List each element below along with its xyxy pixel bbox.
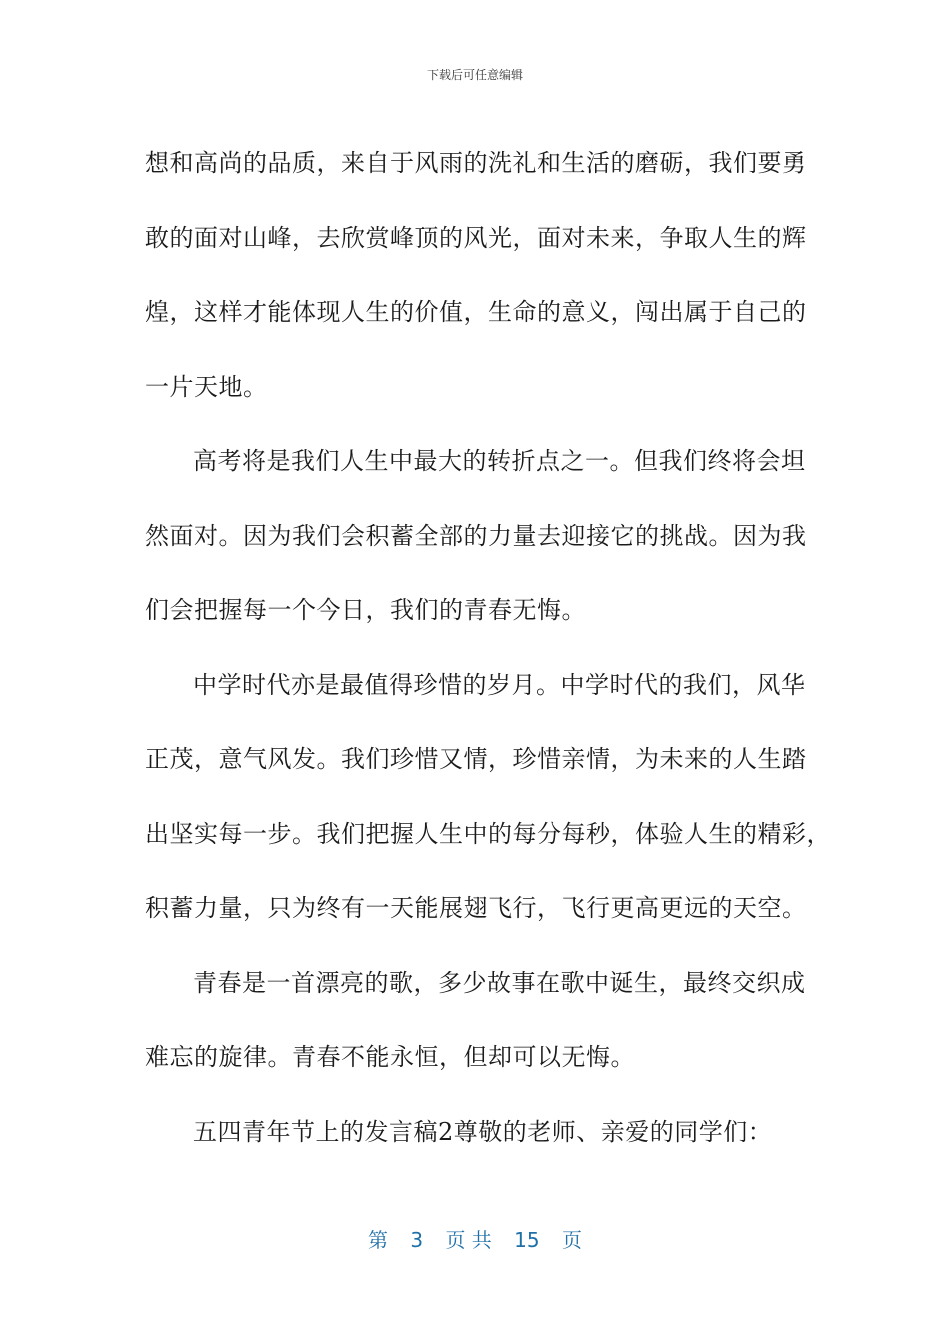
- footer-prefix: 第: [368, 1228, 388, 1252]
- text-line-4: 一片天地。: [145, 372, 268, 401]
- total-page-count: 15: [514, 1228, 540, 1252]
- text-line-12: 青春是一首漂亮的歌，多少故事在歌中诞生，最终交织成: [193, 968, 806, 997]
- text-line-1: 想和高尚的品质，来自于风雨的洗礼和生活的磨砺，我们要勇: [145, 149, 807, 177]
- page-header: [0, 66, 950, 83]
- text-line-8: 中学时代亦是最值得珍惜的岁月。中学时代的我们，风华: [193, 670, 806, 699]
- text-line-5: 高考将是我们人生中最大的转折点之一。但我们终将会坦: [193, 447, 806, 475]
- text-line-10: 出坚实每一步。我们把握人生中的每分每秒，体验人生的精彩，: [145, 819, 831, 848]
- footer-middle: 页 共: [445, 1228, 492, 1252]
- footer-suffix: 页: [561, 1228, 582, 1252]
- header-text: 下载后可任意编辑: [426, 68, 523, 82]
- text-line-9: 正茂，意气风发。我们珍惜又情，珍惜亲情，为未来的人生踏: [145, 745, 807, 773]
- text-line-7: 们会把握每一个今日，我们的青春无悔。: [145, 596, 586, 624]
- document-body: [145, 126, 831, 1169]
- text-line-11: 积蓄力量，只为终有一天能展翅飞行，飞行更高更远的天空。: [145, 894, 807, 922]
- page-footer: [0, 1224, 950, 1253]
- text-line-14: 五四青年节上的发言稿2尊敬的老师、亲爱的同学们：: [193, 1117, 773, 1146]
- text-line-2: 敢的面对山峰，去欣赏峰顶的风光，面对未来，争取人生的辉: [145, 223, 807, 252]
- current-page-number: 3: [410, 1228, 424, 1252]
- text-line-6: 然面对。因为我们会积蓄全部的力量去迎接它的挑战。因为我: [145, 521, 807, 550]
- text-line-13: 难忘的旋律。青春不能永恒，但却可以无悔。: [145, 1043, 635, 1071]
- text-line-3: 煌，这样才能体现人生的价值，生命的意义，闯出属于自己的: [145, 298, 807, 326]
